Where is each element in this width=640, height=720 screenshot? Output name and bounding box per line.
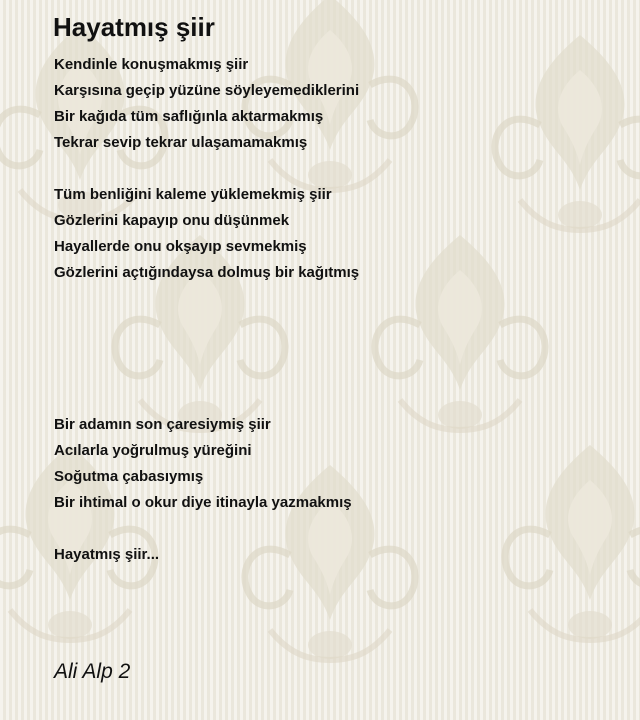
poem-line: Bir kağıda tüm saflığınla aktarmakmış: [54, 108, 324, 125]
poem-line: Acılarla yoğrulmuş yüreğini: [54, 442, 252, 459]
poem-line: Hayallerde onu okşayıp sevmekmiş: [54, 238, 307, 255]
stanza-1: [54, 52, 359, 156]
poem-line: Tekrar sevip tekrar ulaşamamakmış: [54, 134, 308, 151]
poem-line: Gözlerini açtığındaysa dolmuş bir kağıtmış: [54, 264, 360, 281]
poem-line: Kendinle konuşmakmış şiir: [54, 56, 249, 73]
poem-line: Tüm benliğini kaleme yüklemekmiş şiir: [54, 186, 332, 203]
stanza-3: [54, 412, 352, 516]
poem-line: Bir ihtimal o okur diye itinayla yazmakmış: [54, 494, 352, 511]
poem-line: Gözlerini kapayıp onu düşünmek: [54, 212, 290, 229]
poem-title: Hayatmış şiir: [53, 12, 215, 42]
stanza-4: [54, 542, 159, 568]
poem-line: Karşısına geçip yüzüne söyleyemediklerini: [54, 82, 360, 99]
stanza-2: [54, 182, 359, 286]
poem-line: Soğutma çabasıymış: [54, 468, 204, 485]
poem-author: Ali Alp 2: [54, 660, 131, 683]
poem-line: Bir adamın son çaresiymiş şiir: [54, 416, 271, 433]
poem-line: Hayatmış şiir...: [54, 546, 160, 563]
